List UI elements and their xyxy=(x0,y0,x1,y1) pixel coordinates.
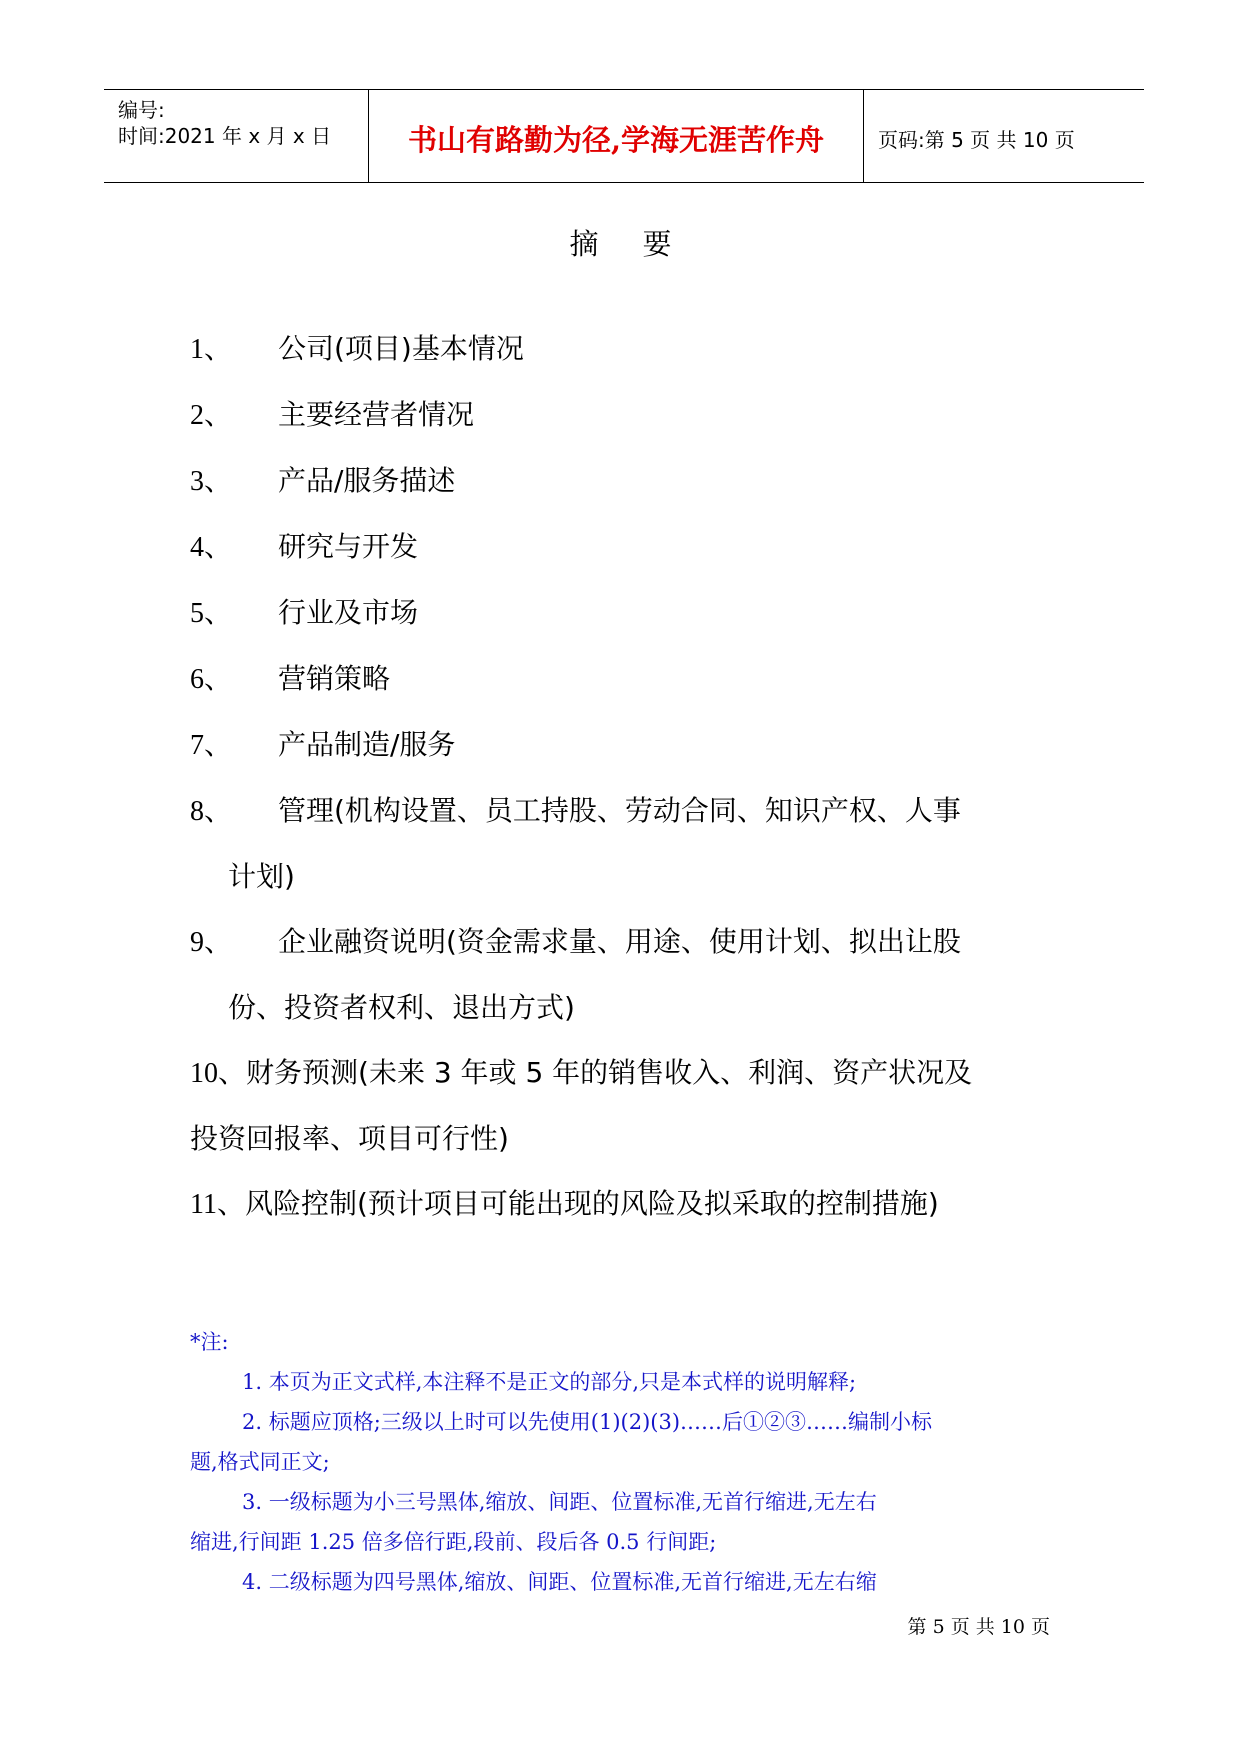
item-text-continuation: 计划) xyxy=(228,860,295,893)
note-line: 3. 一级标题为小三号黑体,缩放、间距、位置标准,无首行缩进,无左右 xyxy=(242,1490,877,1514)
item-number: 7、 xyxy=(190,730,233,761)
item-number: 10、 xyxy=(190,1058,247,1089)
item-text-continuation: 份、投资者权利、退出方式) xyxy=(228,991,575,1024)
list-item xyxy=(190,316,1070,382)
list-item xyxy=(190,580,1070,646)
item-text: 管理(机构设置、员工持股、劳动合同、知识产权、人事 xyxy=(278,794,961,827)
list-item xyxy=(190,382,1070,448)
header-table xyxy=(104,89,1144,183)
document-time-label: 时间:2021 年 x 月 x 日 xyxy=(118,124,332,148)
item-number: 1、 xyxy=(190,334,233,365)
note-line: 缩进,行间距 1.25 倍多倍行距,段前、段后各 0.5 行间距; xyxy=(190,1530,717,1554)
item-number: 3、 xyxy=(190,466,233,497)
header-meta-cell xyxy=(104,90,369,182)
list-item xyxy=(190,514,1070,580)
item-text: 营销策略 xyxy=(278,662,391,695)
list-item xyxy=(190,1040,1070,1171)
header-page-cell xyxy=(864,90,1144,182)
note-line: 1. 本页为正文式样,本注释不是正文的部分,只是本式样的说明解释; xyxy=(242,1370,857,1394)
item-text: 产品制造/服务 xyxy=(278,728,456,761)
item-text: 风险控制(预计项目可能出现的风险及拟采取的控制措施) xyxy=(244,1187,939,1220)
item-text: 产品/服务描述 xyxy=(278,464,456,497)
item-text: 研究与开发 xyxy=(278,530,419,563)
header-page-number: 页码:第 5 页 共 10 页 xyxy=(878,128,1075,152)
item-number: 11、 xyxy=(190,1189,245,1220)
list-item xyxy=(190,909,1070,1040)
page-footer: 第 5 页 共 10 页 xyxy=(907,1616,1050,1638)
item-number: 5、 xyxy=(190,598,233,629)
style-note xyxy=(190,1322,1050,1602)
list-item xyxy=(190,712,1070,778)
header-motto-cell xyxy=(369,90,864,182)
header-motto: 书山有路勤为径,学海无涯苦作舟 xyxy=(407,123,825,157)
item-text-continuation: 投资回报率、项目可行性) xyxy=(190,1122,509,1155)
note-line: 2. 标题应顶格;三级以上时可以先使用(1)(2)(3)……后①②③……编制小标 xyxy=(242,1410,933,1434)
item-number: 4、 xyxy=(190,532,233,563)
item-text: 企业融资说明(资金需求量、用途、使用计划、拟出让股 xyxy=(278,925,961,958)
item-text: 财务预测(未来 3 年或 5 年的销售收入、利润、资产状况及 xyxy=(246,1056,973,1089)
list-item xyxy=(190,448,1070,514)
item-number: 6、 xyxy=(190,664,233,695)
item-text: 行业及市场 xyxy=(278,596,419,629)
item-number: 2、 xyxy=(190,400,233,431)
note-line: 题,格式同正文; xyxy=(190,1450,330,1474)
summary-list xyxy=(190,316,1070,1237)
note-heading: *注: xyxy=(190,1330,229,1354)
item-text: 主要经营者情况 xyxy=(278,398,475,431)
item-number: 8、 xyxy=(190,796,233,827)
document-number-label: 编号: xyxy=(118,98,165,122)
item-text: 公司(项目)基本情况 xyxy=(278,332,524,365)
list-item xyxy=(190,646,1070,712)
page-title: 摘要 xyxy=(569,227,716,261)
note-line: 4. 二级标题为四号黑体,缩放、间距、位置标准,无首行缩进,无左右缩 xyxy=(242,1570,877,1594)
list-item xyxy=(190,1171,1070,1237)
list-item xyxy=(190,778,1070,909)
item-number: 9、 xyxy=(190,927,233,958)
